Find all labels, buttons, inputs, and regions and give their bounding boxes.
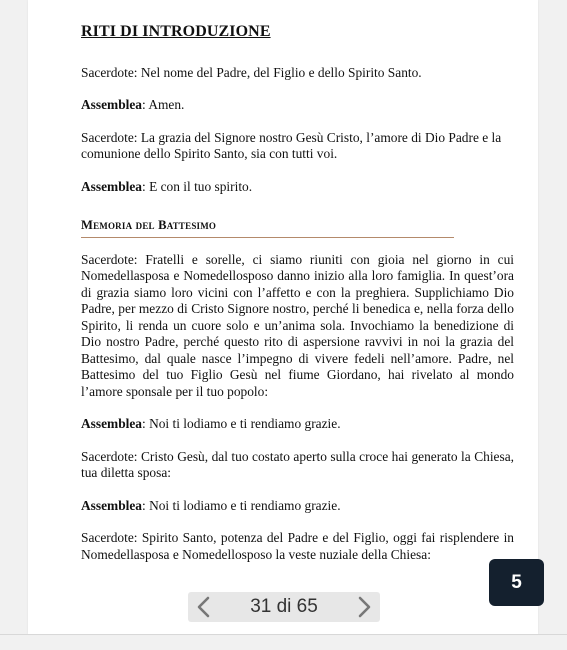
paragraph-intro-1 [81, 65, 514, 82]
paragraph-intro-2 [81, 97, 514, 114]
next-page-button[interactable] [348, 592, 380, 622]
section-title: RITI DI INTRODUZIONE [81, 23, 271, 40]
chevron-right-icon [356, 596, 372, 618]
paragraph-memoria-2 [81, 416, 514, 433]
paragraph-text: : Noi ti lodiamo e ti rendiamo grazie. [142, 497, 341, 513]
speaker-label: Assemblea [81, 416, 142, 431]
paragraph-text: : Noi ti lodiamo e ti rendiamo grazie. [142, 416, 341, 431]
document-page [28, 0, 538, 634]
speaker-label: Assemblea [81, 178, 142, 194]
paragraph-intro-4 [81, 179, 514, 196]
paragraph-text: : Amen. [142, 97, 185, 112]
paragraph-intro-3 [81, 130, 514, 163]
paragraph-memoria-3 [81, 449, 514, 482]
page-indicator: 31 di 65 [250, 596, 318, 617]
speaker-label: Assemblea [81, 497, 142, 513]
paragraph-text: Sacerdote: La grazia del Signore nostro Gesù Cristo, l’amore di Dio Padre e la comunione dello Spirito Santo, sia con tutti voi. [81, 129, 502, 161]
paragraph-memoria-4 [81, 498, 514, 515]
paragraph-text: : E con il tuo spirito. [142, 178, 253, 194]
paragraph-text: Sacerdote: Fratelli e sorelle, ci siamo riuniti con gioia nel giorno in cui Nomedellasposa e Nomedellosposo danno inizio alla loro famiglia. In quest’ora di grazia siamo loro vicini con l’affetto e con la preghiera. Supplichiamo Dio Padre, per mezzo di Cristo Signore nostro, perché li benedica e, nella forza dello Spirito, li renda un cuore solo e un’anima sola. Invochiamo la benedizione di Dio nostro Padre, perché questo rito di aspersione ravvivi in noi la grazia del Battesimo, dal quale nasce l’impegno di vivere fedeli nell’amore. Padre, nel Battesimo del tuo Figlio Gesù nel fiume Giordano, hai rivelato al mondo l’amore sponsale per il tuo popolo: [81, 251, 514, 399]
page-count-badge[interactable]: 5 [489, 559, 544, 606]
page-navigator [188, 592, 380, 622]
speaker-label: Assemblea [81, 97, 142, 112]
paragraph-text: Sacerdote: Cristo Gesù, dal tuo costato aperto sulla croce hai generato la Chiesa, tua diletta sposa: [81, 448, 514, 480]
paragraph-memoria-1 [81, 252, 514, 401]
page-bottom-divider [0, 634, 567, 635]
previous-page-button[interactable] [188, 592, 220, 622]
divider [81, 238, 514, 252]
paragraph-memoria-5 [81, 530, 514, 563]
chevron-left-icon [196, 596, 212, 618]
paragraph-text: Sacerdote: Spirito Santo, potenza del Padre e del Figlio, oggi fai risplendere in Nomedellasposa e Nomedellosposo la veste nuziale della Chiesa: [81, 530, 514, 562]
subsection-heading: Memoria del Battesimo [81, 217, 454, 238]
paragraph-text: Sacerdote: Nel nome del Padre, del Figlio e dello Spirito Santo. [81, 64, 422, 80]
document-content [81, 24, 514, 579]
